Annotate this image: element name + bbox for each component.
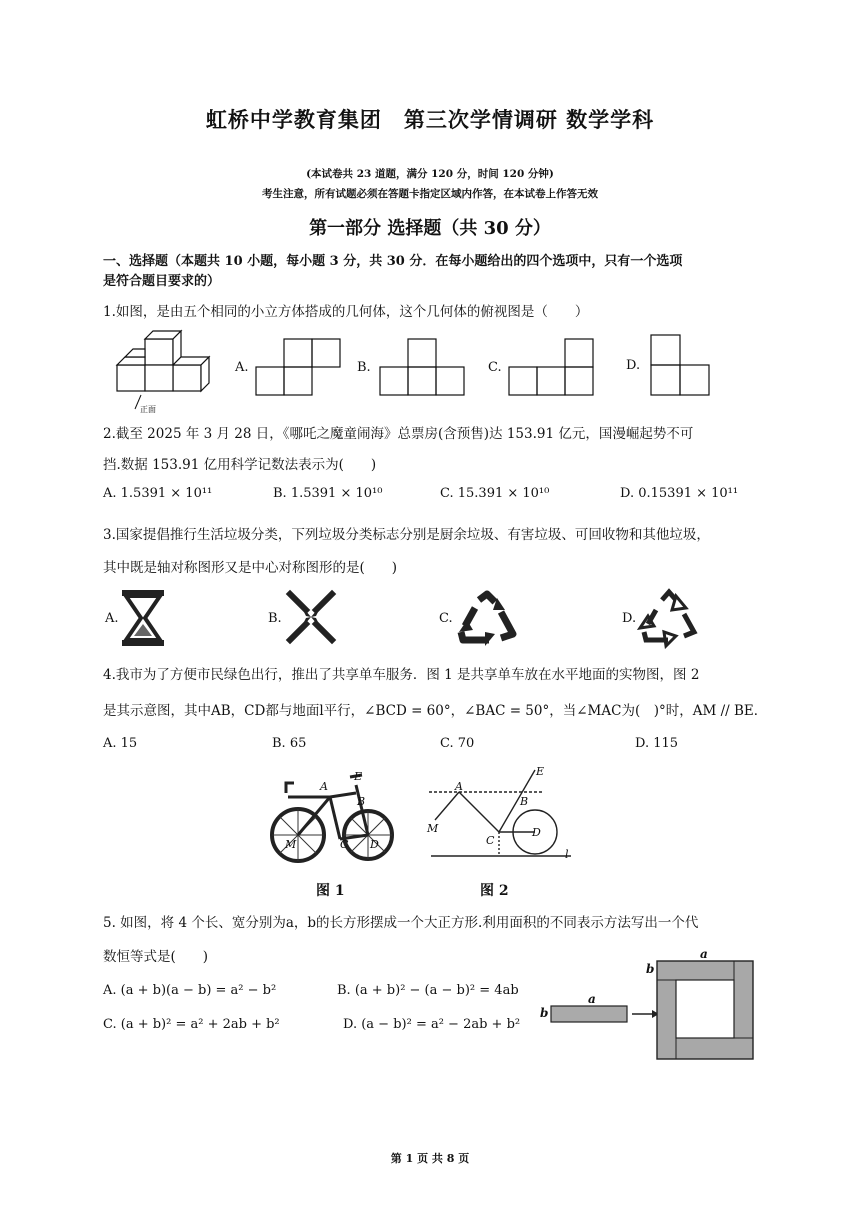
q3-option-c-label[interactable]: C. [439,611,453,626]
fig2-label-b: B [520,795,529,808]
hazard-x-icon [284,588,338,646]
square-label-a: a [700,947,708,961]
q3-option-b-label[interactable]: B. [268,611,282,626]
q3-stem-line2: 其中既是轴对称图形又是中心对称图形的是( ) [103,560,398,576]
page-title: 虹桥中学教育集团 第三次学情调研 数学学科 [205,107,655,132]
fig2-label-e: E [536,765,545,778]
small-rectangle-figure [550,1005,630,1025]
q1-option-d-figure [651,333,721,397]
q1-option-b-figure [380,337,470,397]
q1-option-b-label[interactable]: B. [357,360,371,375]
q4-stem-line1: 4.我市为了方便市民绿色出行，推出了共享单车服务．图 1 是共享单车放在水平地面的实物图，图 2 [103,667,700,683]
q1-option-c-label[interactable]: C. [488,360,502,375]
q4-option-d[interactable]: D. 115 [635,736,679,751]
q1-stem: 1.如图，是由五个相同的小立方体搭成的几何体，这个几何体的俯视图是（ ） [103,304,589,320]
page-number: 第 1 页 共 8 页 [390,1152,470,1165]
q1-option-a-figure [256,337,346,397]
fig1-label-m: M [285,838,297,851]
q1-option-d-label[interactable]: D. [626,358,641,373]
fig2-label-d: D [532,826,541,839]
q1-option-c-figure [509,337,599,397]
bicycle-photo-figure [268,765,398,875]
fig1-label-d: D [370,838,379,851]
section-instructions-line1: 一、选择题（本题共 10 小题，每小题 3 分，共 30 分．在每小题给出的四个选项中，只有一个选项 [103,254,683,269]
front-label: 正面 [140,405,156,414]
q4-option-a[interactable]: A. 15 [103,736,138,751]
q2-option-b[interactable]: B. 1.5391 × 10¹⁰ [273,486,383,501]
q4-option-c[interactable]: C. 70 [440,736,475,751]
rect-label-b: b [540,1006,549,1020]
part1-heading: 第一部分 选择题（共 30 分） [309,218,551,239]
fig1-label-a: A [320,780,328,793]
exam-notice: 考生注意，所有试题必须在答题卡指定区域内作答，在本试卷上作答无效 [262,188,598,200]
fig1-caption: 图 1 [316,883,345,899]
q3-option-a-label[interactable]: A. [105,611,119,626]
q5-option-a[interactable]: A. (a + b)(a − b) = a² − b² [103,983,277,998]
bicycle-schematic-figure [425,762,575,862]
q5-option-d[interactable]: D. (a − b)² = a² − 2ab + b² [343,1017,521,1032]
q1-option-a-label[interactable]: A. [235,360,249,375]
q3-option-d-label[interactable]: D. [622,611,637,626]
fig2-label-l: l [565,848,569,861]
q5-option-c[interactable]: C. (a + b)² = a² + 2ab + b² [103,1017,280,1032]
fig1-label-c: C [340,838,349,851]
fig2-caption: 图 2 [480,883,509,899]
fig1-label-e: E [354,770,363,783]
q2-option-d[interactable]: D. 0.15391 × 10¹¹ [620,486,739,501]
fig2-label-m: M [427,822,439,835]
q2-option-c[interactable]: C. 15.391 × 10¹⁰ [440,486,550,501]
q5-stem-line1: 5. 如图，将 4 个长、宽分别为a，b的长方形摆成一个大正方形.利用面积的不同表示方法写出一个代 [103,915,699,931]
q5-stem-line2: 数恒等式是( ) [103,949,209,965]
big-square-figure [656,960,756,1062]
fig1-label-b: B [357,795,366,808]
hourglass-icon [118,588,168,648]
recycle-outline-icon [638,588,700,646]
fig2-label-a: A [455,780,463,793]
recycle-icon [455,590,519,646]
q4-option-b[interactable]: B. 65 [272,736,307,751]
q5-option-b[interactable]: B. (a + b)² − (a − b)² = 4ab [337,983,519,998]
rect-label-a: a [588,992,596,1006]
section-instructions-line2: 是符合题目要求的） [103,274,221,289]
fig2-label-c: C [486,834,495,847]
q2-stem-line2: 挡.数据 153.91 亿用科学记数法表示为( ) [103,457,377,473]
q4-stem-line2: 是其示意图，其中AB，CD都与地面l平行，∠BCD = 60°，∠BAC = 50°，当∠MAC为( )°时，AM // BE． [103,703,768,719]
exam-info: (本试卷共 23 道题，满分 120 分，时间 120 分钟) [306,168,554,180]
q2-option-a[interactable]: A. 1.5391 × 10¹¹ [103,486,213,501]
q2-stem-line1: 2.截至 2025 年 3 月 28 日，《哪吒之魔童闹海》总票房(含预售)达 153.91 亿元，国漫崛起势不可 [103,426,694,442]
q3-stem-line1: 3.国家提倡推行生活垃圾分类，下列垃圾分类标志分别是厨余垃圾、有害垃圾、可回收物和其他垃圾， [103,527,710,543]
square-label-b: b [646,962,655,976]
q1-solid-figure [105,325,215,415]
